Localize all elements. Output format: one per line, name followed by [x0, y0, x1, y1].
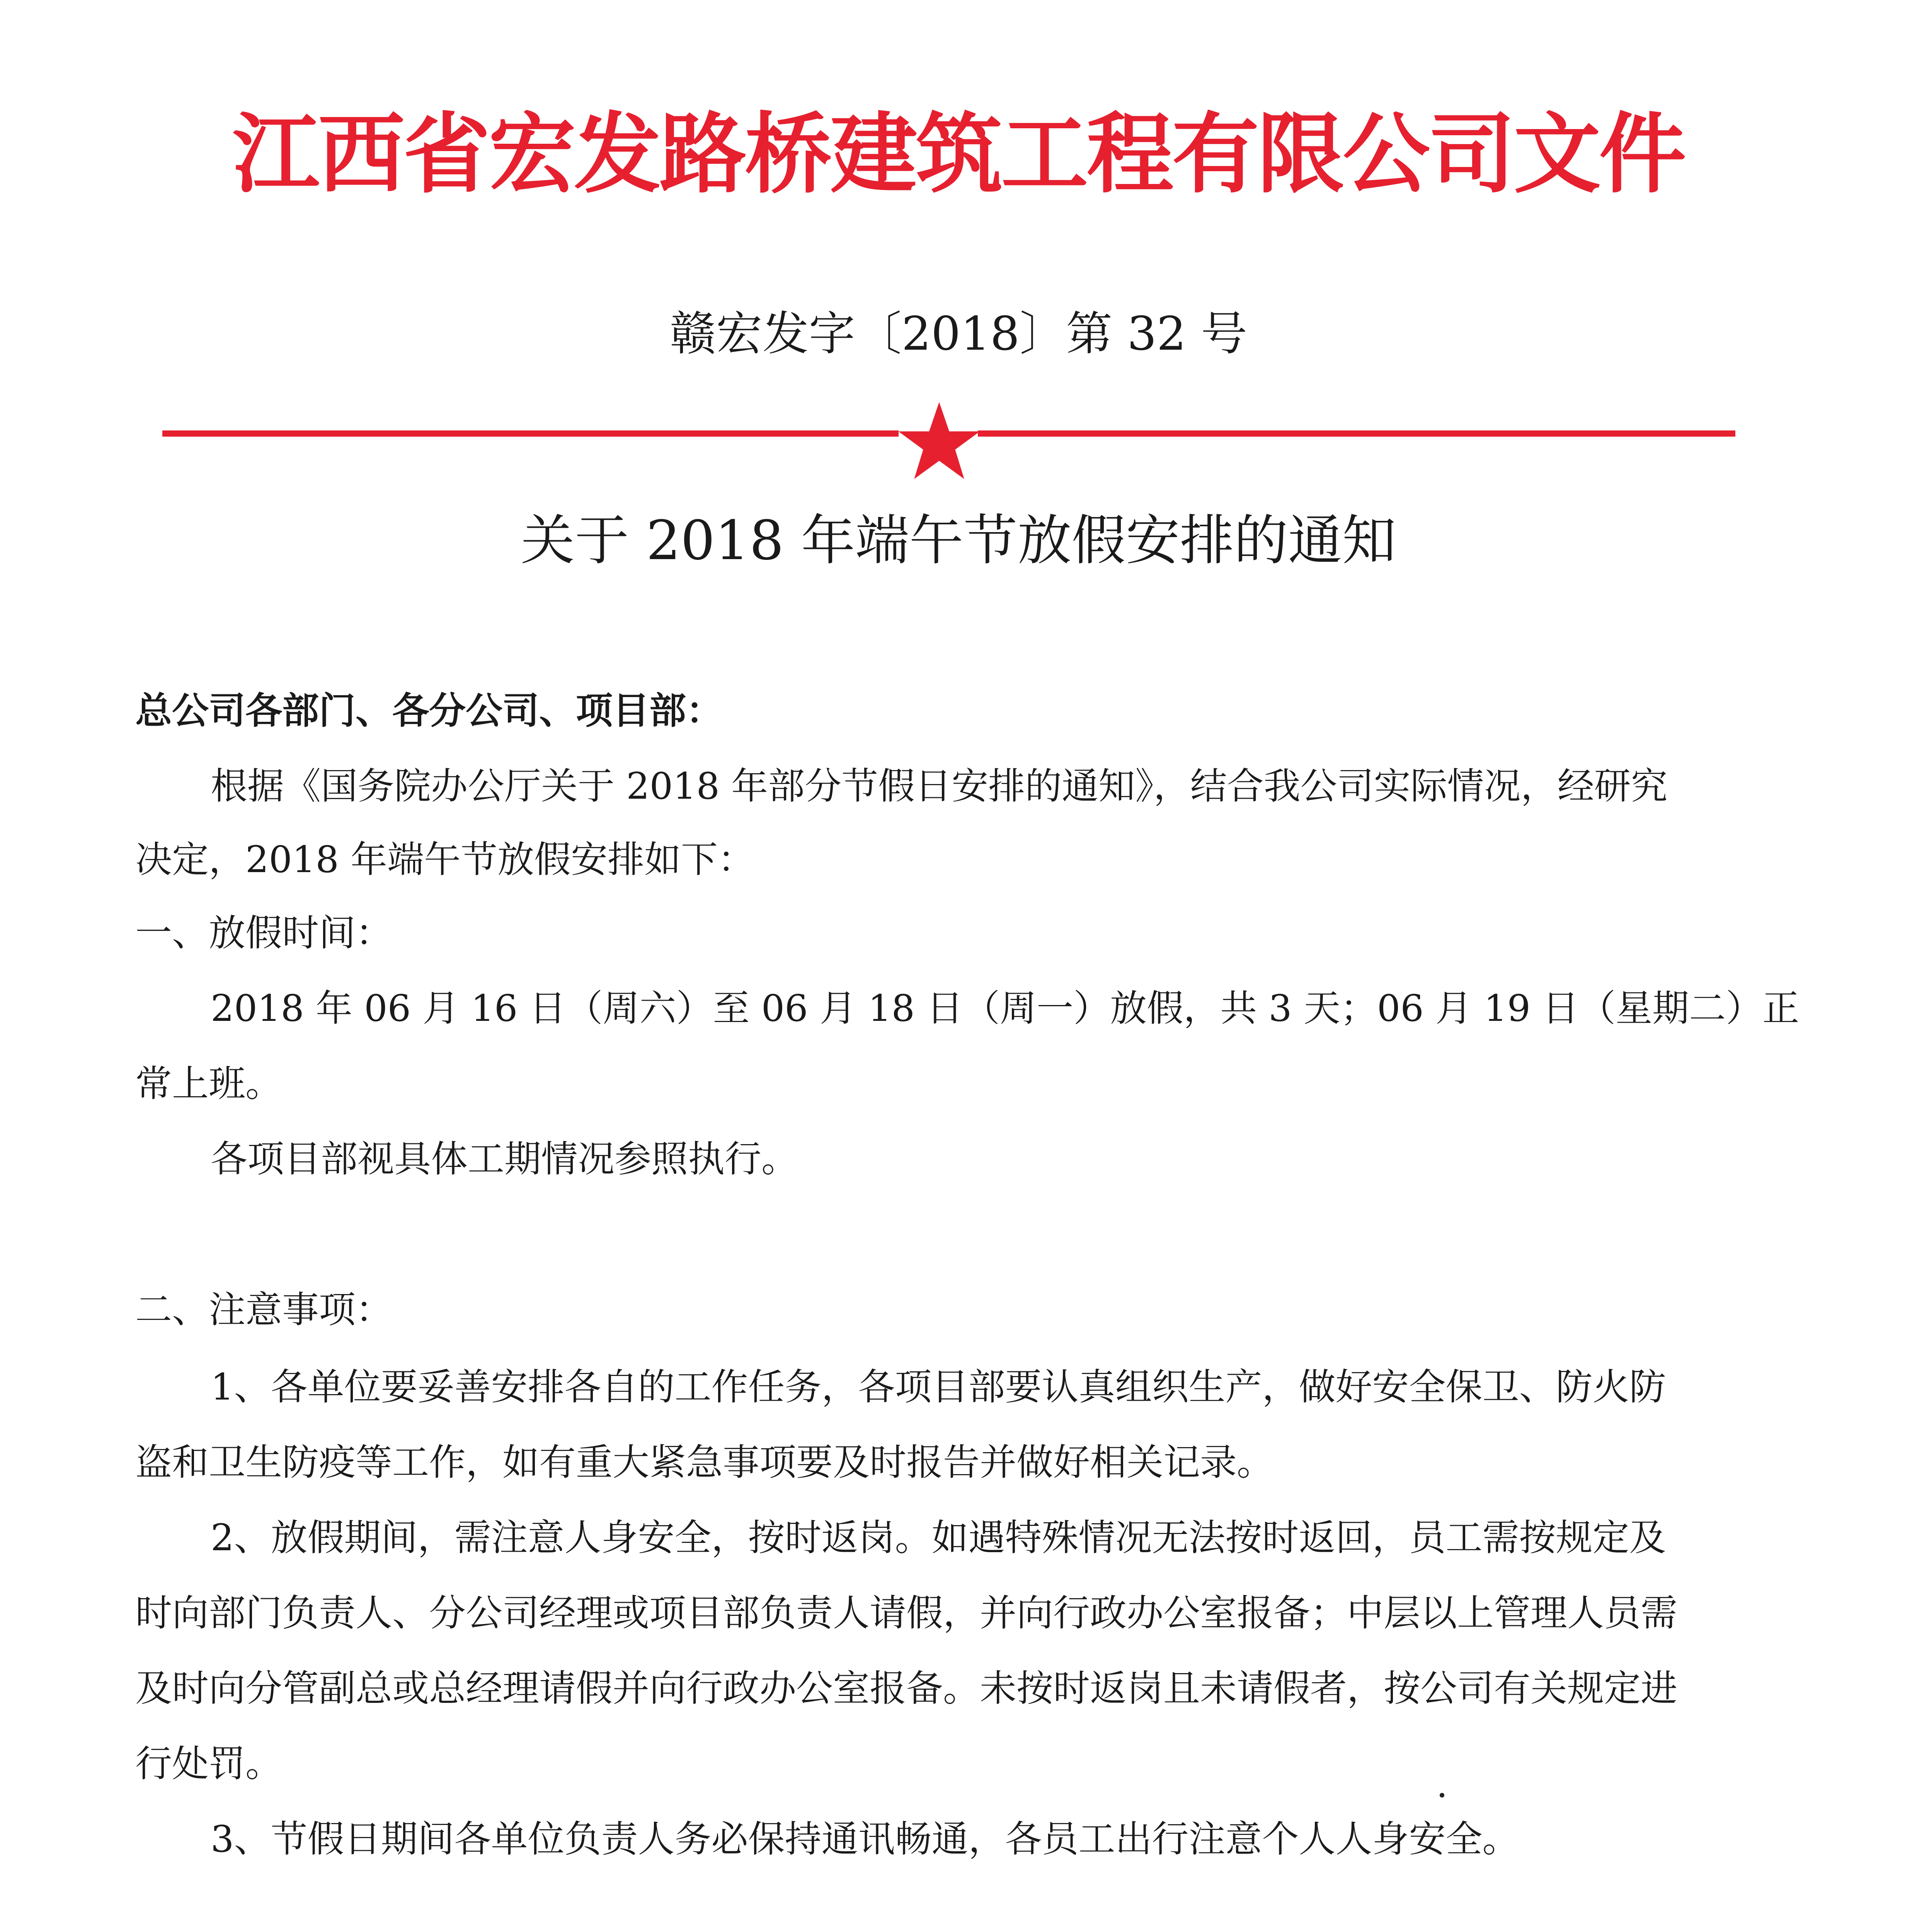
red-divider-left: [162, 430, 899, 437]
company-file-title: 江西省宏发路桥建筑工程有限公司文件: [232, 104, 1685, 205]
intro-paragraph-line: 根据《国务院办公厅关于 2018 年部分节假日安排的通知》，结合我公司实际情况，经研究: [211, 765, 1668, 808]
notes-item-3-line: 3、节假日期间各单位负责人务必保持通讯畅通，各员工出行注意个人人身安全。: [211, 1818, 1519, 1861]
notes-item-2-line: 2、放假期间，需注意人身安全，按时返岗。如遇特殊情况无法按时返回，员工需按规定及: [211, 1517, 1666, 1559]
notice-title: 关于 2018 年端午节放假安排的通知: [521, 509, 1396, 572]
holiday-time-line: 2018 年 06 月 16 日（周六）至 06 月 18 日（周一）放假，共 3 天；06 月 19 日（星期二）正: [211, 987, 1800, 1030]
seal-stamp: [1132, 1917, 1519, 1932]
intro-paragraph-line: 决定，2018 年端午节放假安排如下：: [135, 838, 754, 881]
red-divider-right: [978, 430, 1735, 437]
notes-item-2-line: 行处罚。: [135, 1743, 283, 1785]
notes-item-1-line: 1、各单位要妥善安排各自的工作任务，各项目部要认真组织生产，做好安全保卫、防火防: [211, 1366, 1666, 1408]
salutation: 总公司各部门、各分公司、项目部：: [135, 689, 723, 732]
notes-item-2-line: 时向部门负责人、分公司经理或项目部负责人请假，并向行政办公室报备；中层以上管理人员需: [135, 1592, 1678, 1634]
print-speck: [1440, 1793, 1444, 1798]
document-number: 赣宏发字〔2018〕第 32 号: [669, 307, 1248, 361]
holiday-time-line: 常上班。: [135, 1063, 283, 1105]
notes-item-2-line: 及时向分管副总或总经理请假并向行政办公室报备。未按时返岗且未请假者，按公司有关规定进: [135, 1667, 1678, 1710]
notes-item-1-line: 盗和卫生防疫等工作，如有重大紧急事项要及时报告并做好相关记录。: [135, 1441, 1274, 1484]
section-heading-notes: 二、注意事项：: [135, 1289, 393, 1331]
star-icon: [897, 402, 982, 483]
section-heading-holiday-time: 一、放假时间：: [135, 912, 393, 954]
holiday-time-line: 各项目部视具体工期情况参照执行。: [211, 1138, 798, 1180]
